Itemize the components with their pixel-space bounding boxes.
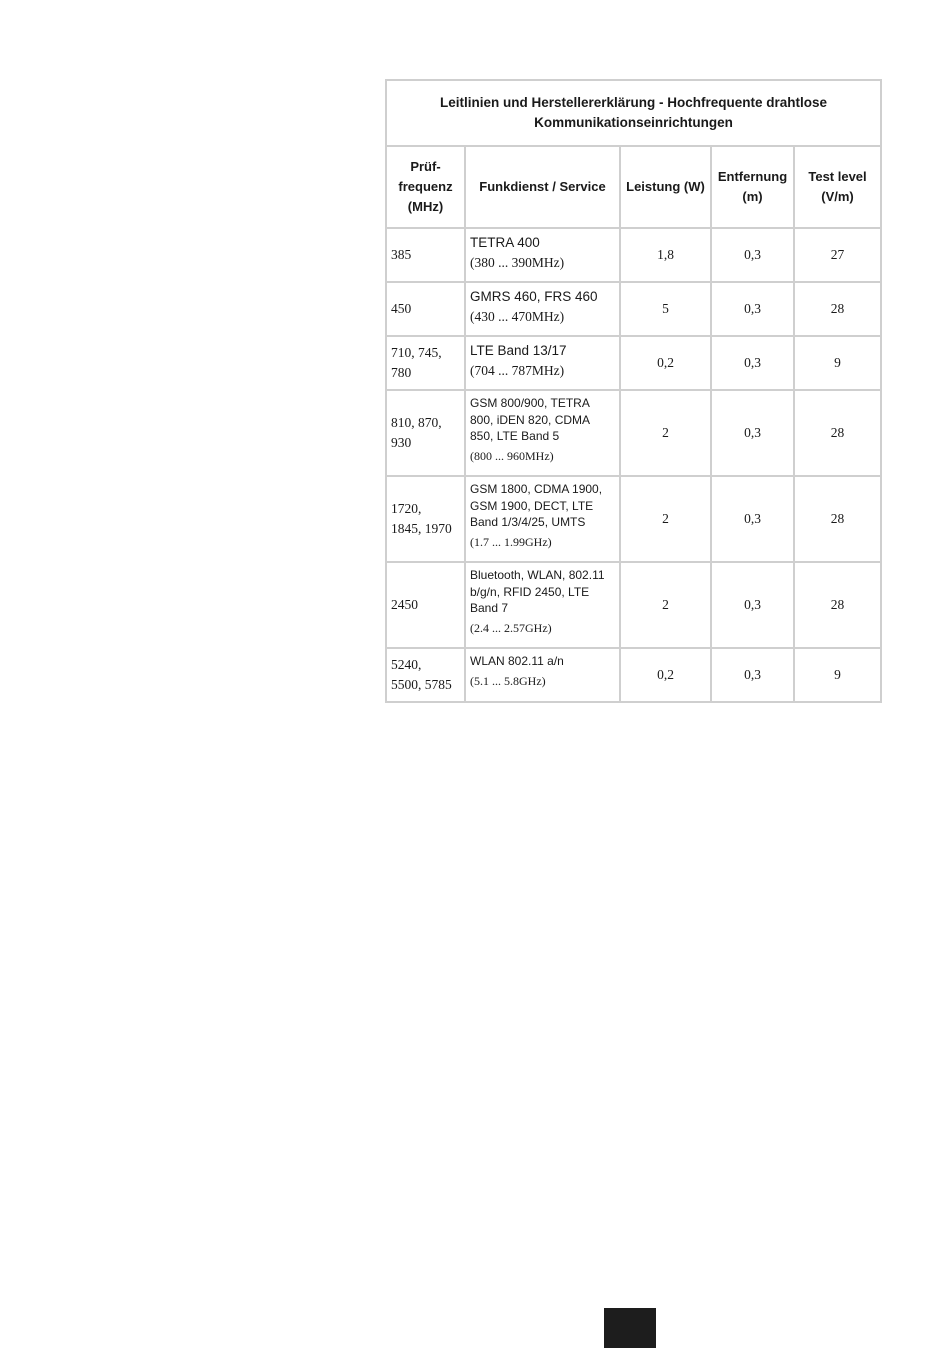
cell-distance: 0,3 bbox=[711, 228, 794, 282]
table-title-line: Leitlinien und Herstellererklärung - Hochfrequente drahtlose bbox=[439, 95, 828, 110]
cell-frequency bbox=[386, 562, 465, 648]
band-range-text: (1.7 ... 1.99GHz) bbox=[470, 534, 552, 549]
header-service bbox=[465, 146, 620, 228]
band-range-text: (2.4 ... 2.57GHz) bbox=[470, 620, 552, 635]
cell-test-level: 9 bbox=[794, 336, 881, 390]
cell-frequency bbox=[386, 390, 465, 476]
frequency-text: 5500, 5785 bbox=[391, 677, 452, 692]
cell-power: 1,8 bbox=[620, 228, 711, 282]
header-text: Test level bbox=[808, 169, 867, 184]
cell-frequency bbox=[386, 282, 465, 336]
frequency-text: 710, 745, bbox=[391, 345, 442, 360]
cell-frequency bbox=[386, 336, 465, 390]
header-text: Entfernung bbox=[717, 169, 788, 184]
service-text: Band 1/3/4/25, UMTS bbox=[470, 515, 586, 529]
frequency-text: 5240, bbox=[391, 657, 422, 672]
service-text: Bluetooth, WLAN, 802.11 bbox=[470, 568, 605, 582]
table-title-row bbox=[386, 80, 881, 146]
band-range-text: (5.1 ... 5.8GHz) bbox=[470, 673, 546, 688]
cell-service bbox=[465, 476, 620, 562]
service-text: Band 7 bbox=[470, 601, 509, 615]
table-row bbox=[386, 562, 881, 648]
service-text: GSM 800/900, TETRA bbox=[470, 396, 590, 410]
service-text: LTE Band 13/17 bbox=[470, 343, 567, 358]
cell-frequency bbox=[386, 476, 465, 562]
frequency-text: 1845, 1970 bbox=[391, 521, 452, 536]
table-title-line: Kommunikationseinrichtungen bbox=[534, 115, 733, 130]
service-text: WLAN 802.11 a/n bbox=[470, 654, 564, 668]
header-test-frequency bbox=[386, 146, 465, 228]
cell-distance: 0,3 bbox=[711, 336, 794, 390]
table-header-row bbox=[386, 146, 881, 228]
cell-distance: 0,3 bbox=[711, 282, 794, 336]
header-distance bbox=[711, 146, 794, 228]
cell-test-level: 28 bbox=[794, 476, 881, 562]
cell-test-level: 28 bbox=[794, 282, 881, 336]
header-text: (m) bbox=[742, 189, 763, 204]
header-power bbox=[620, 146, 711, 228]
frequency-text: 1720, bbox=[391, 501, 422, 516]
page-marker-tab bbox=[604, 1308, 656, 1348]
cell-test-level: 28 bbox=[794, 390, 881, 476]
cell-distance: 0,3 bbox=[711, 562, 794, 648]
table-row bbox=[386, 648, 881, 702]
header-text: Leistung (W) bbox=[626, 179, 705, 194]
cell-power: 2 bbox=[620, 390, 711, 476]
service-text: 850, LTE Band 5 bbox=[470, 429, 560, 443]
service-text: GSM 1800, CDMA 1900, bbox=[470, 482, 603, 496]
cell-service bbox=[465, 336, 620, 390]
header-test-level bbox=[794, 146, 881, 228]
table-row bbox=[386, 282, 881, 336]
table-row bbox=[386, 228, 881, 282]
cell-power: 5 bbox=[620, 282, 711, 336]
cell-power: 0,2 bbox=[620, 648, 711, 702]
frequency-text: 450 bbox=[391, 301, 412, 316]
band-range-text: (800 ... 960MHz) bbox=[470, 448, 554, 463]
table-row bbox=[386, 390, 881, 476]
header-text: (MHz) bbox=[407, 199, 444, 214]
frequency-text: 930 bbox=[391, 435, 412, 450]
service-text: GSM 1900, DECT, LTE bbox=[470, 498, 594, 513]
cell-frequency bbox=[386, 648, 465, 702]
cell-power: 0,2 bbox=[620, 336, 711, 390]
header-text: frequenz bbox=[398, 179, 453, 194]
cell-service bbox=[465, 390, 620, 476]
frequency-text: 2450 bbox=[391, 597, 418, 612]
cell-service bbox=[465, 228, 620, 282]
frequency-text: 780 bbox=[391, 365, 412, 380]
cell-service bbox=[465, 562, 620, 648]
cell-power: 2 bbox=[620, 476, 711, 562]
header-text: Prüf- bbox=[410, 159, 441, 174]
table-row bbox=[386, 336, 881, 390]
service-text: b/g/n, RFID 2450, LTE bbox=[470, 584, 590, 599]
cell-power: 2 bbox=[620, 562, 711, 648]
table-title bbox=[386, 80, 881, 146]
cell-test-level: 28 bbox=[794, 562, 881, 648]
frequency-text: 385 bbox=[391, 247, 412, 262]
band-range-text: (380 ... 390MHz) bbox=[470, 255, 565, 270]
header-text: (V/m) bbox=[821, 189, 854, 204]
cell-distance: 0,3 bbox=[711, 390, 794, 476]
cell-service bbox=[465, 648, 620, 702]
cell-test-level: 9 bbox=[794, 648, 881, 702]
frequency-text: 810, 870, bbox=[391, 415, 442, 430]
header-text: Funkdienst / Service bbox=[479, 179, 606, 194]
cell-frequency bbox=[386, 228, 465, 282]
cell-distance: 0,3 bbox=[711, 648, 794, 702]
band-range-text: (430 ... 470MHz) bbox=[470, 309, 565, 324]
service-text: TETRA 400 bbox=[470, 235, 540, 250]
service-text: 800, iDEN 820, CDMA bbox=[470, 412, 591, 427]
table-row bbox=[386, 476, 881, 562]
service-text: GMRS 460, FRS 460 bbox=[470, 289, 598, 304]
cell-distance: 0,3 bbox=[711, 476, 794, 562]
cell-test-level: 27 bbox=[794, 228, 881, 282]
cell-service bbox=[465, 282, 620, 336]
rf-immunity-table bbox=[385, 79, 882, 703]
band-range-text: (704 ... 787MHz) bbox=[470, 363, 565, 378]
